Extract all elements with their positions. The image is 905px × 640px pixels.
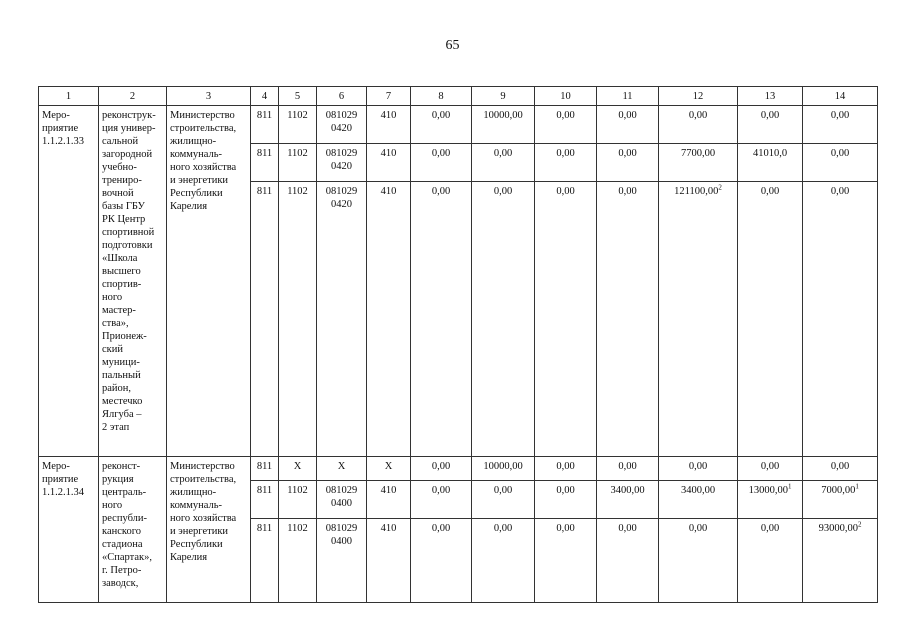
cell-c11: 0,00 <box>597 457 659 481</box>
value: 121100,00 <box>674 186 719 197</box>
value: 0,00 <box>688 110 708 121</box>
value: 0,00 <box>760 110 780 121</box>
header-cell: 7 <box>367 87 411 106</box>
value: 0,00 <box>830 461 850 472</box>
value: 41010,0 <box>752 148 788 159</box>
cell-c5: 1102 <box>279 481 317 519</box>
value: 0,00 <box>760 523 780 534</box>
cell-c7: 410 <box>367 481 411 519</box>
cell-c8: 0,00 <box>411 106 472 144</box>
cell-c13 <box>738 144 803 182</box>
value: 0,00 <box>760 461 780 472</box>
measure-cell: Меро- приятие 1.1.2.1.33 <box>39 106 99 457</box>
cell-c9: 0,00 <box>472 182 535 457</box>
cell-c8: 0,00 <box>411 144 472 182</box>
cell-c9: 0,00 <box>472 481 535 519</box>
page-number: 65 <box>445 38 460 53</box>
cell-c9: 0,00 <box>472 144 535 182</box>
cell-c13 <box>738 182 803 457</box>
value: 0,00 <box>830 186 850 197</box>
cell-c10: 0,00 <box>535 519 597 603</box>
cell-c7: 410 <box>367 144 411 182</box>
footnote-mark: 2 <box>857 520 862 529</box>
footnote-mark: 1 <box>787 482 792 491</box>
cell-c6: 081029 0420 <box>317 106 367 144</box>
cell-c6: 081029 0420 <box>317 182 367 457</box>
cell-c8: 0,00 <box>411 182 472 457</box>
cell-c7: 410 <box>367 106 411 144</box>
value: 93000,00 <box>818 523 858 534</box>
cell-c14 <box>803 144 878 182</box>
cell-c9: 0,00 <box>472 519 535 603</box>
header-cell: 1 <box>39 87 99 106</box>
cell-c8: 0,00 <box>411 457 472 481</box>
value: 0,00 <box>688 523 708 534</box>
header-cell: 12 <box>659 87 738 106</box>
cell-c4: 811 <box>251 182 279 457</box>
header-cell: 14 <box>803 87 878 106</box>
cell-c13 <box>738 106 803 144</box>
cell-c12 <box>659 519 738 603</box>
measure-cell: Меро- приятие 1.1.2.1.34 <box>39 457 99 603</box>
value: 7000,00 <box>821 485 856 496</box>
cell-c4: 811 <box>251 519 279 603</box>
footnote-mark: 1 <box>855 482 859 491</box>
cell-c7: Х <box>367 457 411 481</box>
cell-c13 <box>738 481 803 519</box>
cell-c6: 081029 0400 <box>317 481 367 519</box>
cell-c7: 410 <box>367 182 411 457</box>
cell-c5: 1102 <box>279 106 317 144</box>
cell-c11: 0,00 <box>597 144 659 182</box>
cell-c14 <box>803 519 878 603</box>
executor-cell: Министерство строительства, жилищно- коммуналь- ного хозяйства и энергетики Республики Карелия <box>167 106 251 457</box>
cell-c10: 0,00 <box>535 481 597 519</box>
description-cell: реконструк- ция универ- сальной загородной учебно- трениро- вочной базы ГБУ РК Центр спортивной подготовки «Школа высшего спортив- ного мастер- ства», Прионеж- ский муници- пальный район, местечко Ялгуба – 2 этап <box>99 106 167 457</box>
cell-c4: 811 <box>251 106 279 144</box>
value: 13000,00 <box>748 485 788 496</box>
header-cell: 13 <box>738 87 803 106</box>
value: 3400,00 <box>680 485 716 496</box>
cell-c8: 0,00 <box>411 519 472 603</box>
header-cell: 8 <box>411 87 472 106</box>
cell-c10: 0,00 <box>535 144 597 182</box>
cell-c6: 081029 0400 <box>317 519 367 603</box>
header-cell: 4 <box>251 87 279 106</box>
cell-c9: 10000,00 <box>472 457 535 481</box>
cell-c5: 1102 <box>279 519 317 603</box>
header-cell: 6 <box>317 87 367 106</box>
cell-c6: 081029 0420 <box>317 144 367 182</box>
table-row <box>39 106 878 144</box>
cell-c12 <box>659 106 738 144</box>
cell-c4: 811 <box>251 457 279 481</box>
cell-c10: 0,00 <box>535 106 597 144</box>
value: 7700,00 <box>680 148 716 159</box>
cell-c8: 0,00 <box>411 481 472 519</box>
cell-c4: 811 <box>251 144 279 182</box>
table-row <box>39 457 878 481</box>
value: 0,00 <box>760 186 780 197</box>
executor-cell: Министерство строительства, жилищно- коммуналь- ного хозяйства и энергетики Республики Карелия <box>167 457 251 603</box>
value: 0,00 <box>688 461 708 472</box>
value: 0,00 <box>830 110 850 121</box>
cell-c12 <box>659 457 738 481</box>
cell-c11: 0,00 <box>597 182 659 457</box>
cell-c9: 10000,00 <box>472 106 535 144</box>
cell-c5: Х <box>279 457 317 481</box>
cell-c11: 0,00 <box>597 106 659 144</box>
cell-c12 <box>659 481 738 519</box>
cell-c12 <box>659 144 738 182</box>
budget-table <box>38 86 878 603</box>
cell-c11: 3400,00 <box>597 481 659 519</box>
cell-c7: 410 <box>367 519 411 603</box>
cell-c4: 811 <box>251 481 279 519</box>
cell-c6: Х <box>317 457 367 481</box>
header-cell: 5 <box>279 87 317 106</box>
cell-c5: 1102 <box>279 182 317 457</box>
header-cell: 3 <box>167 87 251 106</box>
cell-c14 <box>803 457 878 481</box>
header-cell: 2 <box>99 87 167 106</box>
cell-c10: 0,00 <box>535 457 597 481</box>
header-cell: 9 <box>472 87 535 106</box>
cell-c13 <box>738 519 803 603</box>
cell-c5: 1102 <box>279 144 317 182</box>
value: 0,00 <box>830 148 850 159</box>
cell-c11: 0,00 <box>597 519 659 603</box>
cell-c14 <box>803 106 878 144</box>
header-cell: 11 <box>597 87 659 106</box>
cell-c14 <box>803 481 878 519</box>
header-row <box>39 87 878 106</box>
footnote-mark: 2 <box>718 183 722 192</box>
cell-c13 <box>738 457 803 481</box>
cell-c10: 0,00 <box>535 182 597 457</box>
description-cell: реконст- рукция централь- ного республи- канского стадиона «Спартак», г. Петро- заводск, <box>99 457 167 603</box>
header-cell: 10 <box>535 87 597 106</box>
cell-c14 <box>803 182 878 457</box>
cell-c12 <box>659 182 738 457</box>
